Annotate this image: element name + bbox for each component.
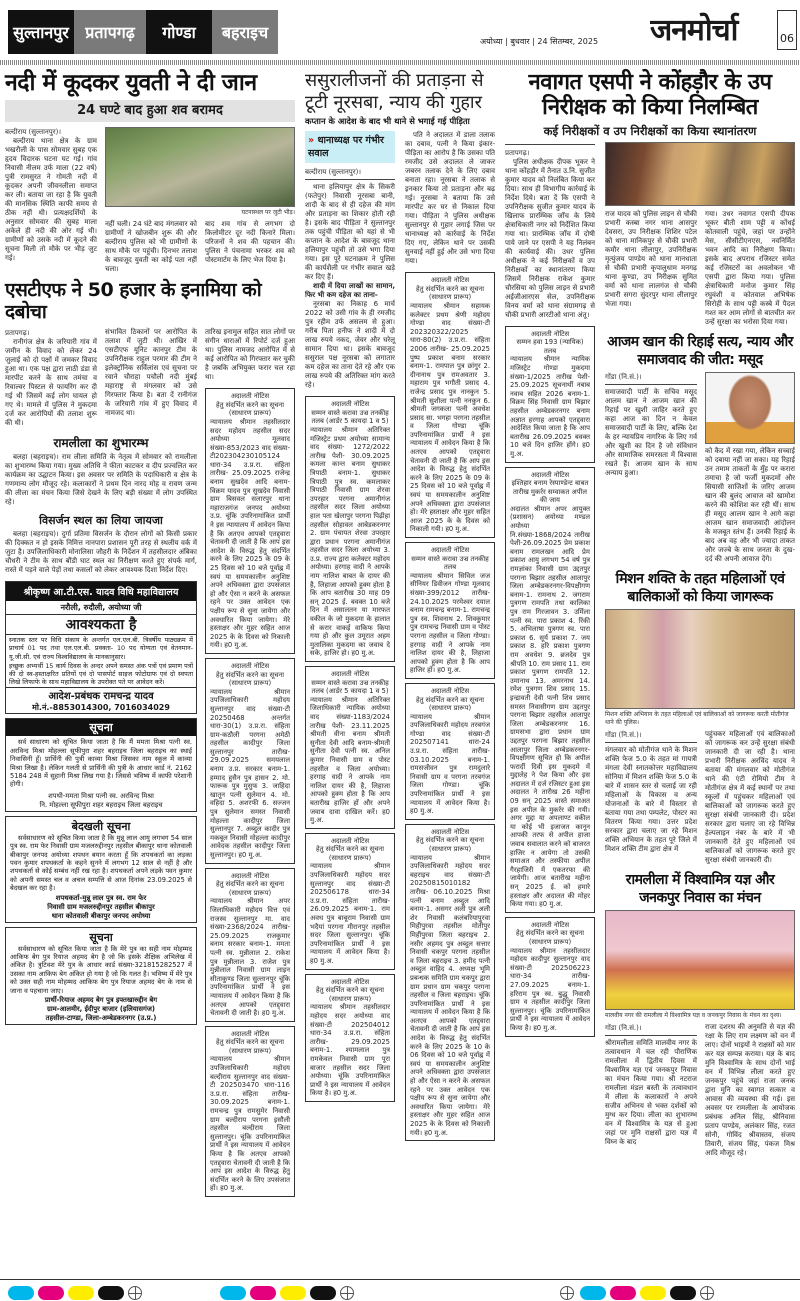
story5-subheading: शादी में दिया लाखों का सामान, फिर भी कम दहेज का ताना-	[305, 282, 395, 300]
court-notice-title: अदालती नोटिस	[330, 836, 370, 845]
story1-photo-caption: घटनास्थल पर जुटी भीड़।	[241, 209, 295, 217]
story5-headline: ससुरालीजनों की प्रताड़ना से टूटी नूरसबा, न्याय की गुहार	[305, 70, 484, 113]
court-notice-title: अदालती नोटिस	[530, 470, 570, 479]
court-notice-signature: ह0 मु.अ.	[333, 1089, 357, 1098]
right-region	[505, 70, 795, 1158]
left-region	[5, 70, 295, 1201]
page-body	[0, 66, 800, 1277]
court-notice-body: न्यायालय श्रीमान उपजिलाधिकारी महोदय सदर बहराइच वाद संख्या-टी 20250815010182 तारीख- 06.10.2025 मिश्रा पत्नी बनाम अब्दुल आदि बनाम-1. असगर अली पुत्र अली शेर निवासी कलंबरियापुरवा मिहीपुरवा तहसील मोतीपुर मिहींपुरवा जिला बहराइच 2. नसीर अहमद पुत्र अब्दुल सत्तार निवासी चकपुर परगना तहसील व जिला बहराइच 3. हमीद पत्नी अब्दुल वाहिद 4. अध्यक्ष भूमि प्रबन्धक समिति ग्राम चकपुर द्वारा ग्राम प्रधान ग्राम चकपुर परगना तहसील व जिला बहराइच। चूंकि उपरिनामांकित प्रार्थी ने इस न्यायालय में आवेदन किया है कि अतएव आपको एतद्द्वारा चेतावनी दी जाती है कि आप इस आदेश के विरुद्ध हेतु संदर्भित करने के लिए 2025 के 10 के 06 दिवस को 10 बजे पूर्वाह्न में स्वयं या समयकालीन अनुशिष्ट अपने अधिवक्ता द्वारा उपसंजात हो और ऐसा न करने के असफल रहने पर उक्त आवेदन एक पक्षीय रूप से सुना जायेगा और अवधारित किया जायेगा। मेरे हस्ताक्षर और मुहर सहित आज 2025 के के दिवस को निकाली गयी।	[410, 853, 490, 1137]
registration-mark-icon	[340, 1286, 354, 1300]
notice-b-sign2: निवासी ग्राम मजलरुद्दीनपुर तहसील बीकापुर	[47, 902, 155, 911]
notice-c-heading: सूचना	[89, 930, 113, 944]
court-notice	[205, 388, 295, 654]
court-notice-title: अदालती नोटिस	[430, 827, 470, 836]
story4-body	[5, 530, 197, 575]
ad-title: श्रीकृष्ण आ.टी.एस. यादव विधि महाविद्यालय	[6, 582, 196, 601]
story6-subhead: कई निरीक्षकों व उप निरीक्षकों का किया स्थानांतरण	[543, 123, 757, 138]
tab-gonda[interactable]: गोण्डा	[146, 10, 212, 54]
story6-dateline: प्रतापगढ़।	[505, 148, 530, 157]
story1-col2: नहीं चली। 24 घंटे बाद मंगलवार को ग्रामीणों ने खोजबीन शुरू की और बल्दीराय पुलिस को भी ग्रामीणों के साथ मौके पर पहुंची। दिनभर तलाश के बावजूद युवती का कोई पता नहीं चला।	[105, 220, 197, 274]
court-notice-body: न्यायालय श्रीमान उपजिलाधिकारी महोदय सदर सुल्तानपुर वाद संख्या-टी 202506178 धारा-34 उ.प्र.रा. संहिता तारीख- 26.09.2025 बनाम-1. राम अवध पुत्र बाबूराम निवासी ग्राम भदैयां परगना मीरानपुर तहसील सदर जिला सुल्तानपुर। चूंकि उपरिनामांकित प्रार्थी ने इस न्यायालय में आवेदन किया है।	[310, 862, 390, 957]
story2-col1	[5, 328, 97, 428]
cmyk-strip-mid	[220, 1282, 360, 1301]
story5-subhead: कप्तान के आदेश के बाद भी थाने से भगाई गई पीड़िता	[305, 116, 470, 127]
story6-photo	[605, 142, 795, 206]
court-notice-subtitle: हेतु संदर्भित करने का सूचना (साधारण प्रारूप)	[216, 880, 284, 897]
story5-dateline: बल्दीराय (सुल्तानपुर)।	[305, 168, 362, 177]
cyan-swatch	[220, 1286, 246, 1300]
story8-photo	[605, 609, 795, 709]
story2-dateline: प्रतापगढ़।	[5, 329, 30, 338]
public-notice-name-correction	[5, 718, 197, 811]
court-notice-subtitle: सम्मन वास्ते करावा उज्र तनकीह तलब (आर्डर 5 कायदा 1 व 5)	[311, 678, 389, 696]
tab-pratapgarh[interactable]: प्रतापगढ़	[74, 10, 146, 54]
ad-heading: आवश्यकता है	[6, 615, 196, 635]
yellow-swatch	[640, 1286, 666, 1300]
story4-heading: विसर्जन स्थल का लिया जायजा	[39, 514, 163, 528]
court-notice-signature: ह0 मु.अ.	[310, 957, 334, 965]
court-notice-subtitle: हेतु संदर्भित करने का सूचना (साधारण प्रारूप)	[216, 400, 284, 418]
public-notice-aadhaar-name	[5, 927, 197, 1025]
notice-b-sign1: शपथकर्ता-मुन्नू लाल पुत्र स्व. राम फेर	[55, 893, 147, 902]
divider	[605, 742, 697, 743]
court-notice-subtitle: हेतु संदर्भित करने का सूचना (साधारण प्रारूप)	[216, 670, 284, 688]
ad-body1: स्नातक स्तर पर विधि संकाय के अन्तर्गत एल.एल.बी. त्रिवर्षीय पाठ्यक्रम में प्राचार्य 01 पद तथा एल.एल.बी. प्रवक्ता- 10 पद योग्यता एवं वेतनमान-यू.जी.सी. एवं राज्य विश्वविद्यालय के मानकानुसार।	[9, 636, 193, 661]
story9-col1: श्रीरामलीला समिति मालवीय नगर के तत्वावधान में चल रही पौराणिक रामलीला में द्वितीय दिवस में विश्वामित्र यज्ञ एवं जनकपुर निवास का मंचन किया गया। श्री नटराज रामलीला मंडल बस्ती के तत्वावधान में लीला के कलाकारों ने अपने सजीव अभिनय से भक्त दर्शकों को मुग्ध कर दिया। लीला का शुभारम्भ वन में विश्वामित्र के यज्ञ से हुआ जहां पर मुनि राक्षसों द्वारा यज्ञ में विघ्न के बाद	[605, 1038, 697, 1146]
notice-c-sign3: तहसील-टाण्डा, जिला-अम्बेडकरनगर (उ.प्र.)	[45, 1014, 157, 1023]
court-notice-body: न्यायालय श्रीमान सहायक कलेक्टर प्रथम श्रेणी महोदय गोण्डा वाद संख्या-टी 202320322/2025 धारा-80(2) उ.प्र.रा. संहिता 2006 तारीख- 25.09.2025 पुष्प प्रकाश बनाम सरकार बनाम-1. रामपाल पुत्र छांगुर 2. दीनानाथ पुत्र रामअवतार 3. महाराम पुत्र भगौती प्रसाद 4. राजेन्द्र प्रसाद पुत्र नानकुन 5. श्रीमती सुशीला पत्नी ननकुन 6. श्रीमती जगकला पत्नी अवधेश प्रसाद सा. भगहा परगना तहसील व जिला गोण्डा चूंकि उपरिनामांकित प्रार्थी ने इस न्यायालय में आवेदन किया है कि अतएव आपको एतद्द्वारा चेतावनी दी जाती है कि आप इस आदेश के विरुद्ध हेतु संदर्भित करने के लिए 2025 के 09 के 25 दिवस को 10 बजे पूर्वाह्न में स्वयं या समयकालीन अनुशिष्ट अपने अधिवक्ता द्वारा उपसंजात हो। मेरे हस्ताक्षर और मुहर सहित आज 2025 के के दिवस को निकाली गयी।	[410, 301, 490, 534]
tab-bahraich[interactable]: बहराइच	[212, 10, 278, 54]
black-swatch	[670, 1286, 696, 1300]
story6-headline: नवागत एसपी ने कोंहड़ौर के उप निरीक्षक को किया निलम्बित	[528, 70, 772, 121]
registration-mark-icon	[128, 1286, 142, 1300]
notice-c-sign2: ग्राम-आलमीर, ईदीपुर बाजार (इलियासगंज)	[47, 1005, 155, 1014]
ad-body2: इच्छुक अभ्यर्थी 15 कार्य दिवस के अन्दर अपने समस्त अंक पत्रों एवं प्रमाण पत्रों की दो स्व-हस्ताक्षरित प्रतियों एवं दो पासपोर्ट साइज फोटोग्राफ एवं दो स्वपता लिखे लिफाफे के साथ महाविद्यालय के उपरोक्त पते पर आवेदन करें।	[9, 661, 193, 687]
story2-col2: संभावित ठिकानों पर आरोपित के तलाश में जुटी थी। आखिर में एसटीएफ यूनिट कानपुर टीम के उपनिरीक्षक राहुल परमार की टीम ने इलेक्ट्रॉनिक सर्विलांस एवं सूचना पर रवाने चौराहा पचौली नदी मुंबई महाराष्ट्र से मंगलवार को उसे गिरफ्तार किया है। बता दें रानीगंज के जरियारी गांव में हुए विवाद में नामजद था।	[105, 328, 197, 418]
court-notice-title: अदालती नोटिस	[230, 661, 270, 670]
court-notice-signature: ह0 मु.अ.	[220, 1184, 244, 1193]
story2-col3: तारिख इनामुल सहित सात लोगों पर संगीन धाराओं में रिपोर्ट दर्ज हुआ था। पुलिस नामजद आरोपित में से कई आरोपित को गिरफ्तार कर चुकी है जबकि अभियुक्त फरार चल रहा था।	[205, 328, 295, 382]
story9-photo-caption: मालवीय नगर की रामलीला में विश्वामित्र यज्ञ व जनकपुर निवास के मंचन का दृश्य।	[605, 1011, 782, 1019]
story6-text: पुलिस अधीक्षक दीपक भूकर ने थाना कोंहड़ौर में तैनात उ.नि. सुजीत कुमार यादव को निलंबित किया कर दिया। साथ ही विभागीय कार्रवाई के निर्देश दिये। बता दें कि एसपी ने उपनिरीक्षक सुजीत कुमार यादव के खिलाफ प्रारम्भिक जाँच के लिये क्षेत्राधिकारी नगर को निर्देशित किया गया था। प्रारम्भिक जाँच में दोषी पाये जाने पर एसपी ने यह निलंबन की कार्यवाई की। उधर पुलिस अधीक्षक ने कई निरीक्षकों व उप निरीक्षकों का स्थानांतरण किया जिसमें निरीक्षक राकेश कुमार चौरसिया को पुलिस लाइन से प्रभारी अईजीआरएस सेल, उपनिरीक्षक विनय वर्मा को थाना संग्रामगढ़ से चौकी प्रभारी आरटीओ थाना अंतू।	[505, 157, 596, 319]
middle-column-a	[305, 131, 395, 1106]
court-notice	[405, 824, 495, 1141]
court-notice	[505, 917, 595, 1037]
court-notice-title: अदालती नोटिस	[330, 977, 370, 986]
court-notice-signature: ह0 मु.अ.	[351, 649, 376, 658]
court-notice-body: न्यायालय श्रीमान उपजिलाधिकारी महोदय सुल्तानपुर वाद संख्या-टी 20250468 अन्तर्गत धारा-30(1) उ.प्र.रा. संहिता ग्राम-कठौली परगना अमेठी तहसील कादीपुर जिला सुल्तानपुर तारीख- 29.09.2025 समयलाल बनाम उ.प्र. सरकार बनाम-1. हम्माद हुसैन पुत्र हासन 2. मो. फारूक पुत्र मुसुफ 3. जाहिदा खातून पत्नी सुलेमान 4. मो. वहिदा 5. अशरफी 6. सज्जन पुत्र सुलेमान समस्त निवासी मोहल्ला कादीपुर जिला सुल्तानपुर 7. अब्दुल कादीर पुत्र मकबूल निवासी मोहल्ला कादीपुर आवेदक तहसील कादीपुर जिला सुल्तानपुर।	[210, 687, 290, 859]
court-notice-title: अदालती नोटिस	[530, 920, 570, 929]
court-notice-body: न्यायालय श्रीमान सिविल जज सीनियर डिवीजन गोण्डा मूलवाद संख्या-399/2012 तारीख- 24.10.2025 परमेश्वर दयाल बनाम रामचन्द्र बनाम-1. रामचन्द्र पुत्र स्व. शिवनाथ 2. शिवकुमार पुत्र रामचन्द्र निवासी ग्राम व पोस्ट परगना तहसील व जिला गोण्डा। हरगाह वादी ने आपके नाम नालिश दायर की है, लिहाजा आपको हुक्म होता है कि आप हाजिर हों।	[410, 571, 490, 675]
notice-b-body: सर्वसाधारण को सूचित किया जाता है कि मुन्नू लाल आयु लगभग 54 साल पुत्र स्व. राम फेर निवासी ग्राम मजलरुद्दीनपुर तहसील बीकापुर थाना कोतवाली बीकापुर जनपद अयोध्या शपथन बयान करता हूँ कि शपथकर्ता का लड़का पवन कुमार शपथकर्ता के कहने सुनने में लगभग 12 साल से नहीं है और शपथकर्ता से कोई सम्बंध नहीं रख रहा है। शपथकर्ता अपने लड़के पवन कुमार को अपनी समस्त चल व अचल सम्पत्ति से आज दिनांक 23.09.2025 से बेदखल कर रहा है।	[10, 833, 192, 893]
court-notice-subtitle: हेतु संदर्भित करने का सूचना (साधारण प्रारूप)	[416, 284, 484, 302]
story8-col1: मंगलवार को मोतीगंज थाने के मिशन शक्ति फेज 5.0 के तहत मां गायत्री मंगला देवी स्नातकोत्तर महाविद्यालय सोनिया में मिशन शक्ति फेज 5.0 के बारे में शासन स्तर से चलाई जा रही महिलाओं के विकास व अन्य योजनाओं के बारे में विस्तार से बताया गया तथा पम्पलेट, पोस्टर का वितरण किया गया। उत्तर प्रदेश सरकार द्वारा चलाए जा रहे मिशन शक्ति अभियान के तहत पूरे जिले में मिशन शक्ति टीम द्वारा क्षेत्र में	[605, 745, 697, 853]
left-column-b	[205, 328, 295, 1201]
ad-location: नरौली, रुदौली, अयोध्या जी	[6, 601, 196, 615]
court-notice-signature: ह0 मु.अ.	[224, 641, 248, 650]
court-notice-body: न्यायालय श्रीमान अतिरिक्त मजिस्ट्रेट प्रथम अयोध्या सामान्य वाद संख्या- 1272/2022 तारीख पेशी- 30.09.2025 कमला कान्त बनाम सुधाकर त्रिपाठी बनाम-1. सुधाकर त्रिपाठी पुत्र स्व. कमलाकर त्रिपाठी निवासी ग्राम शेरवा उपरहार परगना अमानीगंज तहसील सदर जिला अयोध्या हाल पता खेलापुर परगना पिढ़ीहा तहसील सोहावल आबेडकरनगर 2. ग्राम पंचायत शेरवा उपरहार द्वारा प्रधान परगना अमानीगंज तहसील सदर जिला अयोध्या 3. उ.प्र. राज्य द्वारा कलेक्टर महोदय अयोध्या। हरगाह वादी ने आपके नाम नालिश बाबत के दायर की है, लिहाजा आपको हुक्म होता है कि आप बतारीख 30 माह 09 सन् 2025 ई. बवक्त 10 बजे दिन में असालतन या मारफत वकील के जो मुकदमा के हालात से करार वाकई वाकिफ किया गया हो और कुल उमूरात अहम मुतालिका मुकदमा का जवाब दे सके, हाजिर हो।	[310, 425, 390, 658]
yellow-swatch	[68, 1286, 94, 1300]
court-notice-signature: ह0 मु.अ.	[310, 807, 390, 825]
header-rule	[0, 60, 800, 65]
court-notice-subtitle: हेतु संदर्भित करने का सूचना (साधारण प्रारूप)	[516, 929, 584, 946]
court-notice-signature: ह0 मु.अ.	[533, 1023, 557, 1032]
court-notice	[305, 974, 395, 1102]
court-notice-subtitle: हेतु संदर्भित करने का सूचना (साधारण प्रारूप)	[216, 1038, 284, 1055]
court-notice-signature: ह0 मु.अ.	[410, 807, 434, 816]
story6-col3: गया। उधर नवागत एसपी दीपक भूकर बीती शाम पट्टी व कोंधई कोतवाली पहुंचे, जहां पर उन्होंने मेस, सीसीटीएनएस, नवनिर्मित भवन आदि का निरीक्षण किया। इसके बाद अपराध रजिस्टर समेत कई रजिस्टरों का अवलोकन भी एसपी द्वारा किया गया। पुलिस क्षेत्राधिकारी मनोज कुमार सिंह रघुवंशी व कोतवाल अभिषेक सिरोही के साथ पट्टी कस्बे में पैदल गश्त कर आम लोगों से बातचीत कर उन्हें सुरक्षा का भरोसा दिया गया।	[705, 209, 795, 326]
cyan-swatch	[8, 1286, 34, 1300]
story1-text: बल्दीराय थाना क्षेत्र के ग्राम भखरौली के पास सोमवार सुबह एक हृदय विदारक घटना घट गई। गांव निवासी नीलम उर्फ माला (22 वर्ष) पुत्री रामसुरत ने गोमती नदी में कूदकर अपनी जीवनलीला समाप्त कर ली। बताया जा रहा है कि युवती की मानसिक स्थिति काफी समय से ठीक नहीं थी। प्रत्यक्षदर्शियों के अनुसार सोमवार की सुबह माला अकेले ही नदी की ओर गई थी। ग्रामीणों को उसके नदी में कूदने की सूचना मिली तो मौके पर भीड़ जुट गई।	[5, 137, 97, 263]
court-notice-title: अदालती नोटिस	[330, 400, 370, 409]
court-notice-signature: ह0 मु.अ.	[510, 441, 590, 458]
story4-text: बलहा (बहराइच)। दुर्गा प्रतिमा विसर्जन के दौरान लोगों को किसी प्रकार की दिक्कत न हो इसके निमित्त नानपारा प्रशासन पूरी तरह से स्थलीय वर्क में जुटा है। उपजिलाधिकारी मोनालिसा जौहरी के निर्देशन में तहसीलदार अंबिका चौधरी ने टीम के साथ बौंडी घाट स्थल का निरीक्षण करते हुए संपर्क मार्ग, रास्ते में पड़ने वाले पेड़ों तथा कसलों को लेकर आवश्यक दिशा निर्देश दिए।	[5, 530, 197, 575]
left-column-a	[5, 328, 197, 1029]
divider	[605, 384, 697, 385]
court-notice-body: न्यायालय श्रीमान अतिरिक्त जिलाधिकारी न्यायिक अयोध्या वाद संख्या-1183/2024 तारीख पेशी- 23.11.2025 श्रीमती वीना बनाम श्रीमती सुनीता देवी आदि बनाम-श्रीमती सुनीता देवी पत्नी स्व. अनिल कुमार निवासी ग्राम व पोस्ट तहसील व जिला अयोध्या। हरगाह वादी ने आपके नाम नालिश दायर की है, लिहाजा आपको हुक्म होता है कि आप बतारीख हाजिर हों और अपने जवाब दावा दाखिल करें।	[310, 695, 390, 816]
court-notice-title: अदालती नोटिस	[430, 686, 470, 695]
magenta-swatch	[250, 1286, 276, 1300]
court-notice-title: अदालती नोटिस	[230, 871, 270, 880]
court-notice-title: अदालती नोटिस	[230, 1029, 270, 1038]
arrow-icon: »	[308, 135, 318, 147]
page-number	[777, 10, 797, 50]
court-notice-subtitle: हेतु संदर्भित करने का सूचना (साधारण प्रारूप)	[416, 695, 484, 713]
story7-dateline: गोंडा (नि.सं.)।	[605, 372, 642, 381]
ad-signature: आदेश-प्रबंधक रामचन्द्र यादव	[6, 687, 196, 702]
divider	[605, 1035, 697, 1036]
court-notice	[305, 833, 395, 970]
story8-col2: पहुंचकर महिलाओं एवं बालिकाओं को जागरूक कर उन्हें सुरक्षा संबंधी जानकारी दी जा रही है। थाना प्रभारी निरीक्षक अरविंद यादव ने बताया की मंगलवार को मोतीगंज थाने की एंटी रोमियो टीम ने मोतीगंज क्षेत्र में कई स्थानों पर तथा स्कूलों में पहुंचकर महिलाओं एवं बालिकाओं को जागरूक करते हुए सुरक्षा संबंधी जानकारी दी। प्रदेश सरकार द्वारा चलाए जा रहे विभिन्न हेल्पलाइन नंबर के बारे में भी जानकारी देते हुए महिलाओं एवं बालिकाओं को जागरूक करते हुए सुरक्षा संबंधी जानकारी दी।	[705, 729, 795, 864]
court-notice	[505, 326, 595, 463]
story1-dateline: बल्दीराय (सुल्तानपुर)।	[5, 128, 62, 137]
court-notice-title: अदालती नोटिस	[530, 329, 570, 338]
story7-headline: आजम खान की रिहाई सत्य, न्याय और समाजवाद की जीत: मसूद	[607, 333, 793, 368]
divider	[505, 144, 595, 145]
notice-a-sign2: नि. मोहल्ला सूफीपुरा शहर बहराइच जिला बहराइच	[39, 800, 163, 809]
court-notice-signature: ह0 मु.अ.	[261, 1009, 286, 1018]
story1-col1	[5, 127, 97, 263]
court-notice-title: अदालती नोटिस	[430, 546, 470, 554]
court-notice-body: न्यायालय श्रीमान न्यायिक मजिस्ट्रेट गोण्डा मुकदमा संख्या-1/2025 तारीख पेशी- 25.09.2025 सूचनार्थी नबाब नवाब सहित 2026 बनाम-1. विक्रम सिंह निवासी ग्राम बिझार तहसील अम्बेडकरनगर बनाम अज्ञात हरगाह आपको एतद्द्वारा आदेशित किया जाता है कि आप बतारीख 26.09.2025 बवक्त 10 बजे दिन हाजिर होंगे।	[510, 355, 590, 450]
cmyk-strip-left	[8, 1282, 148, 1301]
court-notice-subtitle: हेतु संदर्भित करने का सूचना (साधारण प्रारूप)	[416, 836, 484, 853]
story5-callout-box	[305, 131, 395, 163]
registration-mark-icon	[560, 1286, 574, 1300]
story5-col1	[305, 183, 395, 390]
court-notice-subtitle: इश्तिहार बनाम रेस्पाण्डेन्ट बाबत तारीख मुकर्रर सम्वाकत अपील की जाय	[511, 479, 589, 505]
cmyk-strip-right	[560, 1282, 720, 1301]
notice-c-sign1: प्रार्थी-रियाज अहमद बेग पुत्र इफ्तखारुद्दीन बेग	[44, 996, 158, 1005]
cyan-swatch	[580, 1286, 606, 1300]
story3-body	[5, 453, 197, 507]
magenta-swatch	[610, 1286, 636, 1300]
notice-a-heading: सूचना	[6, 719, 196, 736]
story9-photo	[605, 910, 795, 1010]
notice-column-4	[505, 326, 595, 1041]
dateline: अयोध्या | बुधवार | 24 सितम्बर, 2025	[480, 37, 599, 46]
court-notice-subtitle: सम्मन वास्ते करावा उज्र तनकीह तलब	[411, 554, 489, 572]
registration-mark-icon	[700, 1286, 714, 1300]
print-color-bar	[0, 1279, 800, 1297]
black-swatch	[310, 1286, 336, 1300]
court-notice-signature: ह0 मु.अ.	[238, 851, 263, 859]
court-notice-signature: ह0 मु.अ.	[445, 525, 470, 534]
court-notice-title: अदालती नोटिस	[430, 276, 470, 285]
newspaper-logo: जनमोर्चा	[650, 13, 738, 48]
court-notice-body: न्यायालय श्रीमान तहसीलदार महोदय कादीपुर सुल्तानपुर वाद संख्या-टी 202506223 धारा-34 तारीख- 27.09.2025 बनाम-1. हरिराम पुत्र स्व. बुद्धू निवासी ग्राम व तहसील कादीपुर जिला सुल्तानपुर। चूंकि उपरिनामांकित प्रार्थी ने इस न्यायालय में आवेदन किया है।	[510, 946, 590, 1032]
court-notice-subtitle: सम्मन हवा 193 (न्यायिक) तलब	[516, 338, 584, 355]
masood-portrait-photo	[705, 372, 795, 444]
yellow-swatch	[280, 1286, 306, 1300]
story9-col2: राजा दशरथ की अनुमति से यज्ञ की रक्षा के लिए राम लक्ष्मण को वन में लाए। दोनों भाइयों ने राक्षसों को मार कर यज्ञ सम्पन्न कराया। यज्ञ के बाद मुनि विश्वामित्र के साथ दोनों भाई वन में विभिन्न लीला करते हुए जनकपुर पहुंचे जहां राजा जनक द्वारा मुनि का स्वागत सत्कार व आवास की व्यवस्था की गई। इस अवसर पर रामलीला के आयोजक प्रबंधक अनिल सिंह, श्रीनिवास प्रताप पाण्डेय, अलंकार सिंह, रजत सोनी, गोविंद श्रीवास्तव, संजय तिवारी, संजय सिंह, पंकज मिश्र आदि मौजूद रहे।	[705, 1022, 795, 1157]
story3-heading: रामलीला का शुभारम्भ	[53, 436, 149, 451]
story1-col3: बाद शव गांव से लगभग दो किलोमीटर दूर नदी किनारे मिला। परिजनों ने शव की पहचान की। पुलिस ने पंचनामा भरकर शव को पोस्टमार्टम के लिए भेज दिया है।	[205, 220, 295, 265]
story1-body	[5, 127, 295, 274]
notice-b-heading: बेदखली सूचना	[71, 819, 131, 833]
magenta-swatch	[38, 1286, 64, 1300]
court-notice-signature: ह0 मु.अ.	[437, 666, 461, 675]
notice-column-3	[405, 272, 495, 1145]
masthead	[0, 0, 800, 66]
college-advertisement	[5, 581, 197, 714]
middle-column-b	[405, 131, 495, 1145]
story8-photo-caption: मिशन शक्ति अभियान के तहत महिलाओं एवं बालिकाओं को जागरूक करती मोतीगंज थाने की पुलिस।	[605, 710, 789, 726]
court-notice-subtitle: सम्मन वास्ते करावा उज्र तनकीह तलब (आर्डर 5 कायदा 1 व 5)	[311, 408, 389, 426]
court-notice	[405, 272, 495, 538]
story5-text2: पति ने अदालत में डाला तलाक का दबाव, पत्नी ने किया इंकार- पीड़िता का आरोप है कि उसका पति रमजीद उसे अदालत ले जाकर जबरन तलाक देने के लिए दबाव बनाता रहा। नूरसबा ने तलाक से इनकार किया तो प्रताड़ना और बढ़ गई। नूरसबा ने बताया कि उसे मारपीट कर घर से निकाल दिया गया। पीड़िता ने पुलिस अधीक्षक सुल्तानपुर से गुहार लगाई जिस पर थानाध्यक्ष को कार्रवाई के निर्देश दिए गए, लेकिन थाने पर उसकी सुनवाई नहीं हुई और उसे भगा दिया गया।	[405, 131, 495, 266]
story7-col1: समाजवादी पार्टी के सचिव मसूद आलम खान ने आजम खान की रिहाई पर खुशी जाहिर करते हुए कहा आज का दिन न केवल समाजवादी पार्टी के लिए, बल्कि देश के हर न्यायप्रिय नागरिक के लिए गर्व और खुशी का दिन है जो संविधान और सामाजिक समरसता में विश्वास रखते हैं। आजम खान के साथ अन्याय हुआ।	[605, 387, 697, 477]
story2-text: रानीगंज क्षेत्र के जरियारी गांव में जमीन के विवाद को लेकर 24 जुलाई को दो पक्षों में जमकर विवाद हुआ था। एक पक्ष द्वारा लाठी डंडा से मारपीट करने के साथ तमंचा व रिवाल्वर पिस्टल से फायरिंग कर दी गई थी जिसमें कई लोग घायल हो गए थे। मामले में पुलिस ने मुकदमा दर्ज कर आरोपियों की तलाश शुरू की थी।	[5, 338, 97, 428]
notice-a-body: सर्व साधारण को सूचित किया जाता है कि मैं ममता मिश्रा पत्नी स्व. अरविन्द मिश्रा मोहल्ला सूफीपुरा शहर बहराइच जिला बहराइच का स्थाई निवासिनी हूँ। प्रार्थिनी की पुत्री काव्या मिश्रा जिसका नाम स्कूल में काव्या मिश्रा लिखा है। लेकिन गलती से प्रार्थिनी की पुत्री के आधार कार्ड नं. 2162 5184 248 में सुहानी मिश्रा लिख गया है। जिससे भविष्य में काफी परेशानी होगी।	[10, 738, 192, 789]
court-notice	[405, 542, 495, 679]
notice-a-sign1: शपथी-ममता मिश्रा पत्नी स्व. अरविन्द मिश्रा	[48, 791, 154, 800]
story5-col2	[405, 131, 495, 266]
story9-headline: रामलीला में विश्वामित्र यज्ञ और जनकपुर निवास का मंचन	[625, 871, 775, 906]
public-notice-eviction	[5, 816, 197, 923]
tab-sultanpur[interactable]: सुल्तानपुर	[8, 10, 74, 54]
court-notice-body: न्यायालय श्रीमान अपर जिलाधिकारी महोदय वित्त एवं राजस्व सुल्तानपुर मा. वाद संख्या-2368/2024 तारीख- 25.09.2025 राजकुमार बनाम सरकार बनाम-1. ममता पत्नी स्व. मुन्नीलाल 2. राकेश पुत्र मुन्नीलाल 3. राजेश पुत्र मुन्नीलाल निवासी ग्राम लाइन सीताकुण्ड जिला सुल्तानपुर चूंकि उपरिनामांकित प्रार्थी ने इस न्यायालय में आवेदन किया है कि अतएव आपको एतद्द्वारा चेतावनी दी जाती है।	[210, 897, 290, 1018]
story1-photo	[105, 127, 295, 207]
story5-callout-text: थानाध्यक्ष पर गंभीर सवाल	[308, 135, 384, 160]
court-notice	[505, 467, 595, 913]
court-notice-body: न्यायालय श्रीमान तहसीलदार सदर महोदय तहसील सदर अयोध्या मूलवाद संख्या-853/2023 वाद संख्या-टी202304230105124 धारा-34 उ.प्र.रा. संहिता तारीख- 25.09.2025 राजेन्द्र बनाम सुखदेव आदि बनाम-विक्रम यादव पुत्र सुखदेव निवासी ग्राम बिसवल सलारपुर थाना महाराजगंज जनपद अयोध्या उ.प्र. चूंकि उपरिनामांकित प्रार्थी ने इस न्यायालय में आवेदन किया है कि अतएव आपको एतद्द्वारा चेतावनी दी जाती है कि आप इस आदेश के विरुद्ध हेतु संदर्भित करने के लिए 2025 के 09 के 25 दिवस को 10 बजे पूर्वाह्न में स्वयं या समयकालीन अनुशिष्ट अपने अधिवक्ता द्वारा उपसंजात हो और ऐसा न करने के असफल रहने पर उक्त आवेदन एक पक्षीय रूप से सुना जायेगा और अवधारित किया जायेगा। मेरे हस्ताक्षर और मुहर सहित आज 2025 के के दिवस को निकाली गयी।	[210, 417, 290, 650]
court-notice-body: अदालत श्रीमान अपर आयुक्त (प्रशासन) अयोध्या मण्डल अयोध्या नि.संख्या-1868/2024 तारीख पेशी-26.09.2025 प्रेम प्रकाश बनाम रामलखन आदि प्रेम प्रकाश आयु लगभग 54 वर्ष पुत्र रामज्ञांका निवासी ग्राम उद्दतपुर परगना बिझार तहसील आलापुर जिला अम्बेडकरनगर-विपक्षीगण बनाम-1. रामनाथ 2. जगराम पुत्रगण रामपति तथा कालिका पुत्र राम गिरजावन 3. उर्मिला पत्नी स्व. पारा प्रकाश 4. रिंकी 5. अभिलाषा पुत्रगण स्व. पारा प्रकाश 6. सूर्य प्रकाश 7. जय प्रकाश 8. हरि प्रकाश पुत्रगण राम अवधेश 9. ब्रजदेव पुत्र श्रीपति 10. राम प्रसाद 11. राम प्रकाश पुत्रगण रामपति 12. उमानाथ 13. अमरनाथ 14. रमेश पुत्रगण शिव प्रसाद 15. इन्द्रावती देवी पत्नी शिव प्रसाद समस्त निवासीगण ग्राम उद्दतपुर परगना बिझार तहसील आलापुर जिला अम्बेडकरनगर 16. ग्रामसभा द्वारा प्रधान ग्राम उद्दतपुर परगना बिझार तहसील आलापुर जिला अम्बेडकरनगर-विपक्षीगण सूचित हो कि अपील फरार्दी दिवी इस मुकदमे में मुद्दालेह ने पेश किया और इस अदालत में दर्ज रजिस्टर हुआ इस अदालत ने तारीख 26 महीना 09 सन् 2025 वास्ते समाअत इस अपील के मुकर्रर की गयी। अगर मुद्दा या अपलाण्ट वकील या कोई भी इजाजत कानून आपकी तरफ से अपील हाजा जवाब सवालात करने को बाजरत हाजिर न आयेगा तो उसकी समाअत और तस्फीया अपील गैरहाजिरी में एकतरफा की जायेगी। आज बतारीख महीना सन् 2025 ई. को हमारे हस्ताक्षर और अदालत की मोहर किया गया।	[510, 504, 590, 909]
ad-phone: मो.नं.-8853014300, 7016034029	[32, 703, 170, 713]
middle-region	[305, 70, 495, 1145]
story1-right	[105, 127, 295, 274]
story5-text-more: नूरसबा का निकाह 6 मार्च 2022 को उसी गांव के ही रमजीद पुत्र रहीम उर्फ असलम से हुआ। गरीब पिता हनीफ ने शादी में दो लाख रुपये नकद, जेवर और घरेलू सामान दिया था। इसके बावजूद ससुराल पक्ष नूरसबा को लगातार कम दहेज का ताना देते रहे और एक लाख रुपये की अतिरिक्त मांग करते रहे।	[305, 300, 396, 390]
court-notice-subtitle: हेतु संदर्भित करने का सूचना (साधारण प्रारूप)	[316, 845, 384, 862]
court-notice-signature: ह0 मु.अ.	[424, 1128, 448, 1137]
notice-b-sign3: थाना कोतवाली बीकापुर जनपद अयोध्या	[51, 911, 151, 920]
court-notice	[205, 658, 295, 864]
story2-headline: एसटीएफ ने 50 हजार के इनामिया को दबोचा	[5, 279, 262, 324]
story3-text: बलहा (बहराइच)। राम लीला समिति के नेतृत्व में सोमवार को रामलीला का शुभारम्भ किया गया। मुख्य अतिथि ने फीता काटकर व दीप प्रज्वलित कर कार्यक्रम का उद्घाटन किया। इस अवसर पर समिति के पदाधिकारी व क्षेत्र के गणमान्य लोग मौजूद रहे। कलाकारों ने प्रथम दिन नारद मोह व रावण जन्म की लीला का मंचन किया जिसे देखने के लिए बड़ी संख्या में लोग उपस्थित रहे।	[5, 453, 197, 507]
court-notice	[305, 396, 395, 662]
story6-col1	[505, 148, 595, 320]
right-column-b	[605, 142, 795, 1158]
divider	[305, 179, 395, 180]
story1-headline: नदी में कूदकर युवती ने दी जान	[5, 70, 257, 96]
story1-subhead: 24 घण्टे बाद हुआ शव बरामद	[5, 100, 295, 122]
court-notice	[205, 1026, 295, 1197]
court-notice-body: न्यायालय श्रीमान तहसीलदार महोदय सदर अयोध्या वाद संख्या-टी 202504012 धारा-34 उ.प्र.रा. संहिता तारीख- 29.09.2025 बनाम-1. श्यामलाल पुत्र रामकेवल निवासी ग्राम पूरा बाजार तहसील सदर जिला अयोध्या। चूंकि उपरिनामांकित प्रार्थी ने इस न्यायालय में आवेदन किया है।	[310, 1003, 390, 1098]
court-notice-signature: ह0 मु.अ.	[539, 900, 563, 909]
court-notice-body: न्यायालय श्रीमान उपजिलाधिकारी महोदय तरबगंज गोण्डा वाद संख्या-टी 202507141 धारा-24 उ.प्र.रा. संहिता तारीख- 03.10.2025 बनाम-1. रामसजीवन पुत्र रामदुलारे निवासी ग्राम व परगना तरबगंज जिला गोण्डा। चूंकि उपरिनामांकित प्रार्थी ने इस न्यायालय में आवेदन किया है।	[410, 712, 490, 807]
notice-column-1	[205, 388, 295, 1201]
court-notice-title: अदालती नोटिस	[230, 392, 270, 401]
story5-text: थाना हलियापुर क्षेत्र के सिकरी (फतेपुर) निवासी नूरसबा बानी, शादी के बाद से ही दहेज की मांग और प्रताड़ना का शिकार होती रही है। इसके बाद पीड़िता ने सुल्तानपुर तक पहुंची पीड़िता को यहां से भी कप्तान के आदेश के बावजूद थाना हलियापुर पहुंची तो उसे भगा दिया गया। इस पूरे घटनाक्रम ने पुलिस की कार्यशैली पर गंभीर सवाल खड़े कर दिए हैं।	[305, 183, 395, 282]
right-column-a	[505, 142, 595, 1041]
story7-col2: को कैद में रखा गया, लेकिन सच्चाई को दबाया नहीं जा सका। यह रिहाई उन तमाम ताकतों के मुँह पर करारा तमाचा है जो फर्जी मुकदमों और सियासी साजिशों के जरिए आजम खान की बुलंद आवाज को खामोश करने की कोशिश कर रही थीं। साथ ही मसूद आलम खान ने आगे कहा आजम खान समाजवादी आंदोलन के मजबूत स्तंभ हैं। उनकी रिहाई के बाद अब वह और भी ज्यादा ताकत और जज्बे के साथ जनता के दुख-दर्द की अपनी आवाज देंगे।	[705, 446, 795, 563]
court-notice	[205, 868, 295, 1022]
court-notice	[305, 666, 395, 829]
court-notice-body: न्यायालय श्रीमान उपजिलाधिकारी महोदय बल्दीराय सुल्तानपुर वाद संख्या-टी 202503470 धारा-116 उ.प्र.रा. संहिता तारीख- 30.09.2025 बनाम-1. रामचन्द्र पुत्र रामसुमेर निवासी ग्राम बल्दीराय परगना इसौली तहसील बल्दीराय जिला सुल्तानपुर। चूंकि उपरिनामांकित प्रार्थी ने इस न्यायालय में आवेदन किया है कि अतएव आपको एतद्द्वारा चेतावनी दी जाती है कि आप इस आदेश के विरुद्ध हेतु संदर्भित करने के लिए उपसंजात हों।	[210, 1055, 290, 1193]
notice-c-body: सर्वसाधारण को सूचित किया जाता है कि मेरे पुत्र का सही नाम मोहम्मद आकिफ बेग पुत्र रियाज अहमद बेग है जो कि इसके शैक्षिक अभिलेख में अंकित है। त्रुटिवश मेरे पुत्र के आधार कार्ड संख्या-321815282527 में उसका नाम आकिफ बेग अंकित हो गया है जो कि गलत है। भविष्य में मेरे पुत्र को उक्त सही नाम मोहम्मद आकिफ बेग पुत्र रियाज अहमद बेग के नाम से जाना व पहचाना जाए।	[10, 944, 192, 995]
black-swatch	[98, 1286, 124, 1300]
court-notice-title: अदालती नोटिस	[330, 670, 370, 678]
story9-dateline: गोंडा (नि.सं.)।	[605, 1023, 642, 1032]
story8-headline: मिशन शक्ति के तहत महिलाओं एवं बालिकाओं को किया जागरूक	[615, 570, 785, 605]
page-number-text: 06	[780, 32, 794, 45]
court-notice-subtitle: हेतु संदर्भित करने का सूचना (साधारण प्रारूप)	[316, 986, 384, 1003]
story6-col2: राज यादव को पुलिस लाइन से चौकी प्रभारी कस्बा नगर थाना आसपुर देवसरा, उप निरीक्षक शिशिर पटेल को थाना मानिकपुर से चौकी प्रभारी कमौर थाना लीलापुर, उपनिरीक्षक मृत्युंजय पाण्डेय को थाना मानधाता से चौकी प्रभारी कृपालुधाम मनगढ़ थाना कुण्डा, उप निरीक्षक सुमित वर्मा को थाना लालगंज से चौकी प्रभारी सगरा सुंदरपुर थाना लीलापुर भेजा गया।	[605, 209, 697, 308]
story8-dateline: गोंडा (नि.सं.)।	[605, 730, 642, 739]
court-notice	[405, 683, 495, 820]
notice-column-2	[305, 396, 395, 1106]
